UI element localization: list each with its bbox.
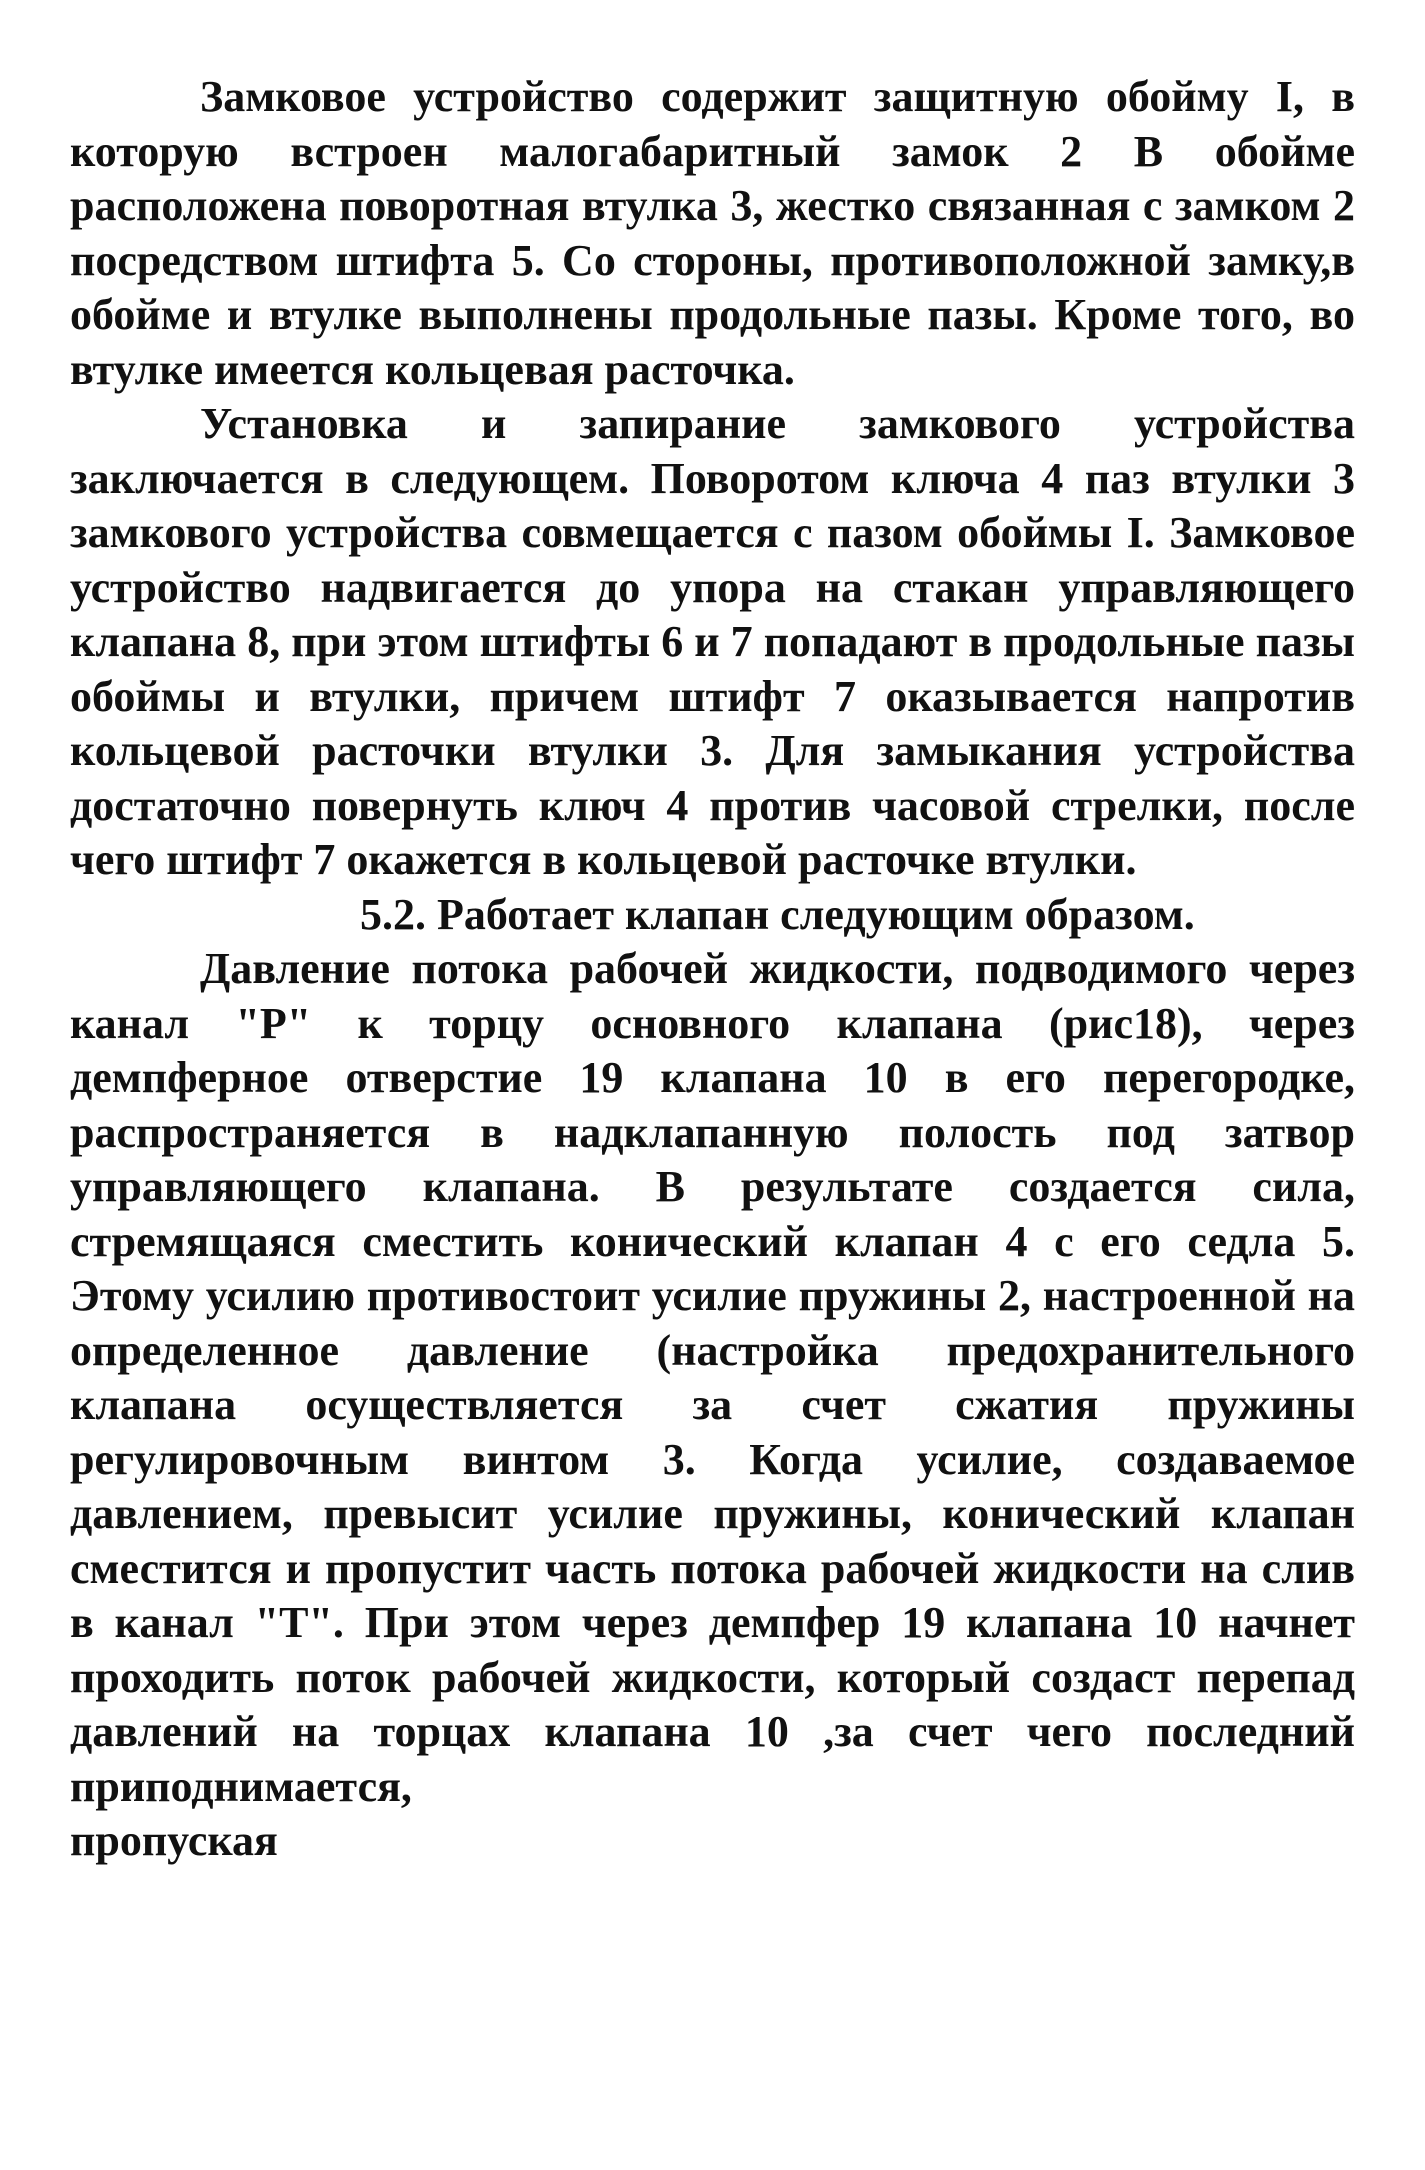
- section-heading: 5.2. Работает клапан следующим образом.: [360, 889, 1195, 939]
- paragraph-installation: Установка и запирание замкового устройства заключается в следующем. Поворотом ключа 4 паз втулки 3 замкового устройства совмещается с пазом обоймы I. Замковое устройство надвигается до упора на стакан управляющего клапана 8, при этом штифты 6 и 7 попадают в продольные пазы обоймы и втулки, причем штифт 7 оказывается напротив кольцевой расточки втулки 3. Для замыкания устройства достаточно повернуть ключ 4 против часовой стрелки, после чего штифт 7 окажется в кольцевой расточке втулки.: [70, 399, 1355, 884]
- paragraph-lock-description: Замковое устройство содержит защитную обойму I, в которую встроен малогабаритный замок 2 В обойме расположена поворотная втулка 3, жестко связанная с замком 2 посредством штифта 5. Со стороны, противоположной замку,в обойме и втулке выполнены продольные пазы. Кроме того, во втулке имеется кольцевая расточка.: [70, 72, 1355, 394]
- paragraph-valve-operation: Давление потока рабочей жидкости, подводимого через канал "Р" к торцу основного клапана (рис18), через демпферное отверстие 19 клапана 10 в его перегородке, распространяется в надклапанную полость под затвор управляющего клапана. В результате создается сила, стремящаяся сместить конический клапан 4 с его седла 5. Этому усилию противостоит усилие пружины 2, настроенной на определенное давление (настройка предохранительного клапана осуществляется за счет сжатия пружины регулировочным винтом 3. Когда усилие, создаваемое давлением, превысит усилие пружины, конический клапан сместится и пропустит часть потока рабочей жидкости на слив в канал "Т". При этом через демпфер 19 клапана 10 начнет проходить поток рабочей жидкости, который создаст перепад давлений на торцах клапана 10 ,за счет чего последний приподнимается,: [70, 944, 1355, 1811]
- document-page: [70, 70, 1355, 1869]
- paragraph-continuation: пропуская: [70, 1816, 278, 1865]
